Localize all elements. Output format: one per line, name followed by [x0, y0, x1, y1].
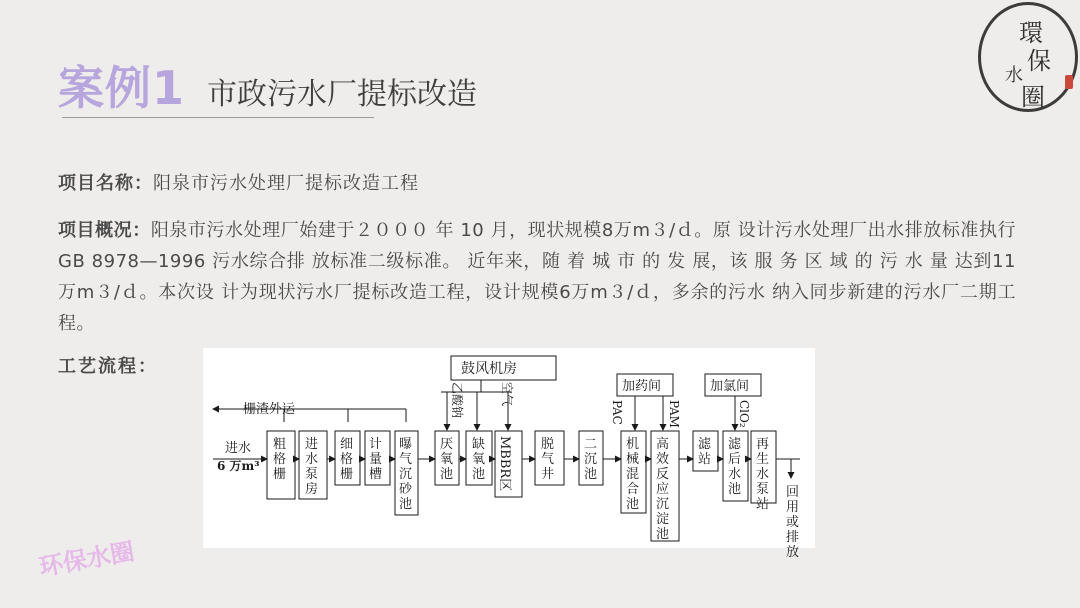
logo-char-2: 保 — [1027, 47, 1051, 75]
unit-label-13: 滤后水池 — [728, 437, 742, 497]
blower-room-label: 鼓风机房 — [461, 361, 517, 377]
logo-char-4: 圈 — [1021, 83, 1045, 111]
overview-text: 阳泉市污水处理厂始建于２０００ 年 10 月，现状规模8万m３/ｄ。原 设计污水处理厂出水排放标准执行GB 8978—1996 污水综合排 放标准二级标准。 近年来，随 着 城 市 的 发 展，该 服 务 区 域 的 污 水 量 达到11万m３/ｄ。本次设 计为现状污水厂提标改造工程，设计规模6万m３/ｄ，多余的污水 纳入同步新建的污水厂二期工程。 — [58, 220, 1017, 334]
flow-rate-label: 6 万m³ — [217, 459, 260, 473]
project-name-label: 项目名称： — [58, 173, 153, 194]
case-title: 市政污水厂提标改造 — [207, 77, 478, 112]
unit-label-11: 高效反应沉淀池 — [656, 437, 670, 542]
inflow-label: 进水 — [225, 441, 252, 456]
project-overview — [58, 215, 1016, 339]
sodium-acetate-label: 乙酸钠 — [450, 382, 464, 419]
unit-label-9: 二沉池 — [584, 437, 598, 482]
process-flow-svg — [203, 348, 815, 560]
logo-seal-icon — [1065, 75, 1073, 89]
unit-label-14: 再生水泵站 — [756, 437, 770, 512]
unit-label-12: 滤站 — [698, 437, 712, 467]
process-label: 工艺流程： — [58, 356, 158, 377]
project-name-value: 阳泉市污水处理厂提标改造工程 — [153, 173, 419, 194]
unit-label-5: 厌氧池 — [440, 437, 454, 482]
unit-label-6: 缺氧池 — [472, 437, 486, 482]
unit-label-4: 曝气沉砂池 — [399, 437, 413, 512]
unit-label-7: MBBR区 — [497, 436, 512, 492]
unit-label-1: 进水泵房 — [305, 437, 319, 497]
process-flow-diagram — [203, 348, 815, 560]
logo-char-3: 水 — [1005, 65, 1023, 86]
overview-label: 项目概况： — [58, 220, 151, 241]
brand-logo — [978, 2, 1078, 112]
unit-label-10: 机械混合池 — [626, 437, 640, 512]
slide-title — [58, 52, 477, 118]
unit-label-0: 粗格栅 — [273, 437, 287, 482]
logo-char-1: 環 — [1019, 19, 1043, 47]
watermark: 环保水圈 — [37, 537, 137, 582]
unit-label-3: 计量槽 — [369, 437, 383, 482]
clo2-label: ClO₂ — [737, 400, 751, 428]
pac-label: PAC — [610, 400, 624, 425]
case-label: 案例1 — [58, 61, 186, 115]
unit-label-8: 脱气井 — [541, 437, 555, 482]
dosing-room-label: 加药间 — [622, 379, 662, 394]
air-label: 空气 — [500, 382, 514, 407]
unit-label-2: 细格栅 — [340, 437, 354, 482]
reuse-label: 回用或排放 — [786, 485, 800, 560]
title-underline — [62, 117, 374, 118]
screenings-label: 栅渣外运 — [243, 402, 296, 417]
project-name-line — [58, 168, 419, 199]
chlorine-room-label: 加氯间 — [710, 379, 750, 394]
pam-label: PAM — [667, 400, 681, 428]
